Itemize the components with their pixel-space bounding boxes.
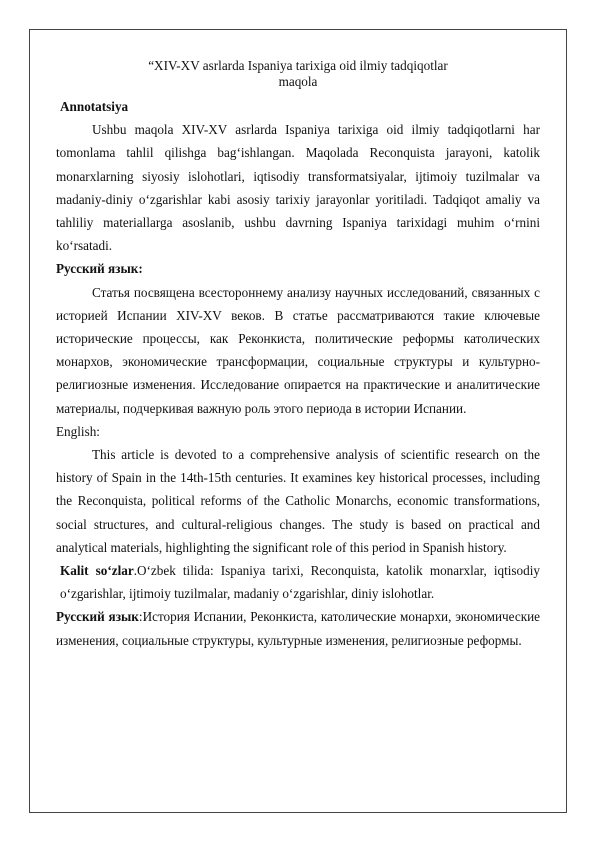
annotation-heading: Annotatsiya (60, 99, 129, 114)
keywords-uzbek-text: .O‘zbek tilida: Ispaniya tarixi, Reconquista, katolik monarxlar, iqtisodiy o‘zgarishlar, ijtimoiy tuzilmalar, madaniy o‘zgarishlar, diniy islohotlar. (60, 563, 540, 602)
keywords-uzbek-label: Kalit so‘zlar (60, 563, 134, 579)
annotation-uzbek: Ushbu maqola XIV-XV asrlarda Ispaniya tarixiga oid ilmiy tadqiqotlarni har tomonlama tahlil qilishga bag‘ishlangan. Maqolada Reconquista jarayoni, katolik monarxlarning siyosiy islohotlari, iqtisodiy transformatsiyalar, ijtimoiy tuzilmalar va madaniy-diniy o‘zgarishlar kabi asosiy tarixiy jarayonlar yoritiladi. Tadqiqot amaliy va tahliliy materiallarga asoslanib, ushbu davrning Ispaniya tarixidagi muhim o‘rnini ko‘rsatadi. (56, 122, 540, 254)
annotation-english: This article is devoted to a comprehensive analysis of scientific research on the history of Spain in the 14th-15th centuries. It examines key historical processes, including the Reconquista, political reforms of the Catholic Monarchs, economic transformations, social structures, and cultural-religious changes. The study is based on practical and analytical materials, highlighting the significant role of this period in Spanish history. (56, 447, 540, 555)
article-body (56, 95, 540, 652)
keywords-uzbek (56, 559, 540, 605)
title-line-1: “XIV-XV asrlarda Ispaniya tarixiga oid ilmiy tadqiqotlar (148, 58, 448, 73)
english-heading: English: (56, 423, 100, 439)
keywords-russian-text: :История Испании, Реконкиста, католические монархи, экономические изменения, социальные структуры, культурные изменения, религиозные реформы. (56, 609, 541, 648)
keywords-russian-label: Русский язык (56, 609, 139, 625)
keywords-russian (56, 605, 540, 651)
annotation-russian: Статья посвящена всестороннему анализу научных исследований, связанных с историей Испании XIV-XV веков. В статье рассматриваются такие ключевые исторические процессы, как Реконкиста, политические реформы католических монархов, экономические трансформации, социальные структуры и культурно-религиозные изменения. Исследование опирается на практические и аналитические материалы, подчеркивая важную роль этого периода в истории Испании. (56, 284, 540, 416)
article-title (56, 58, 540, 90)
title-line-2: maqola (278, 74, 318, 89)
russian-heading: Русский язык: (56, 261, 143, 277)
